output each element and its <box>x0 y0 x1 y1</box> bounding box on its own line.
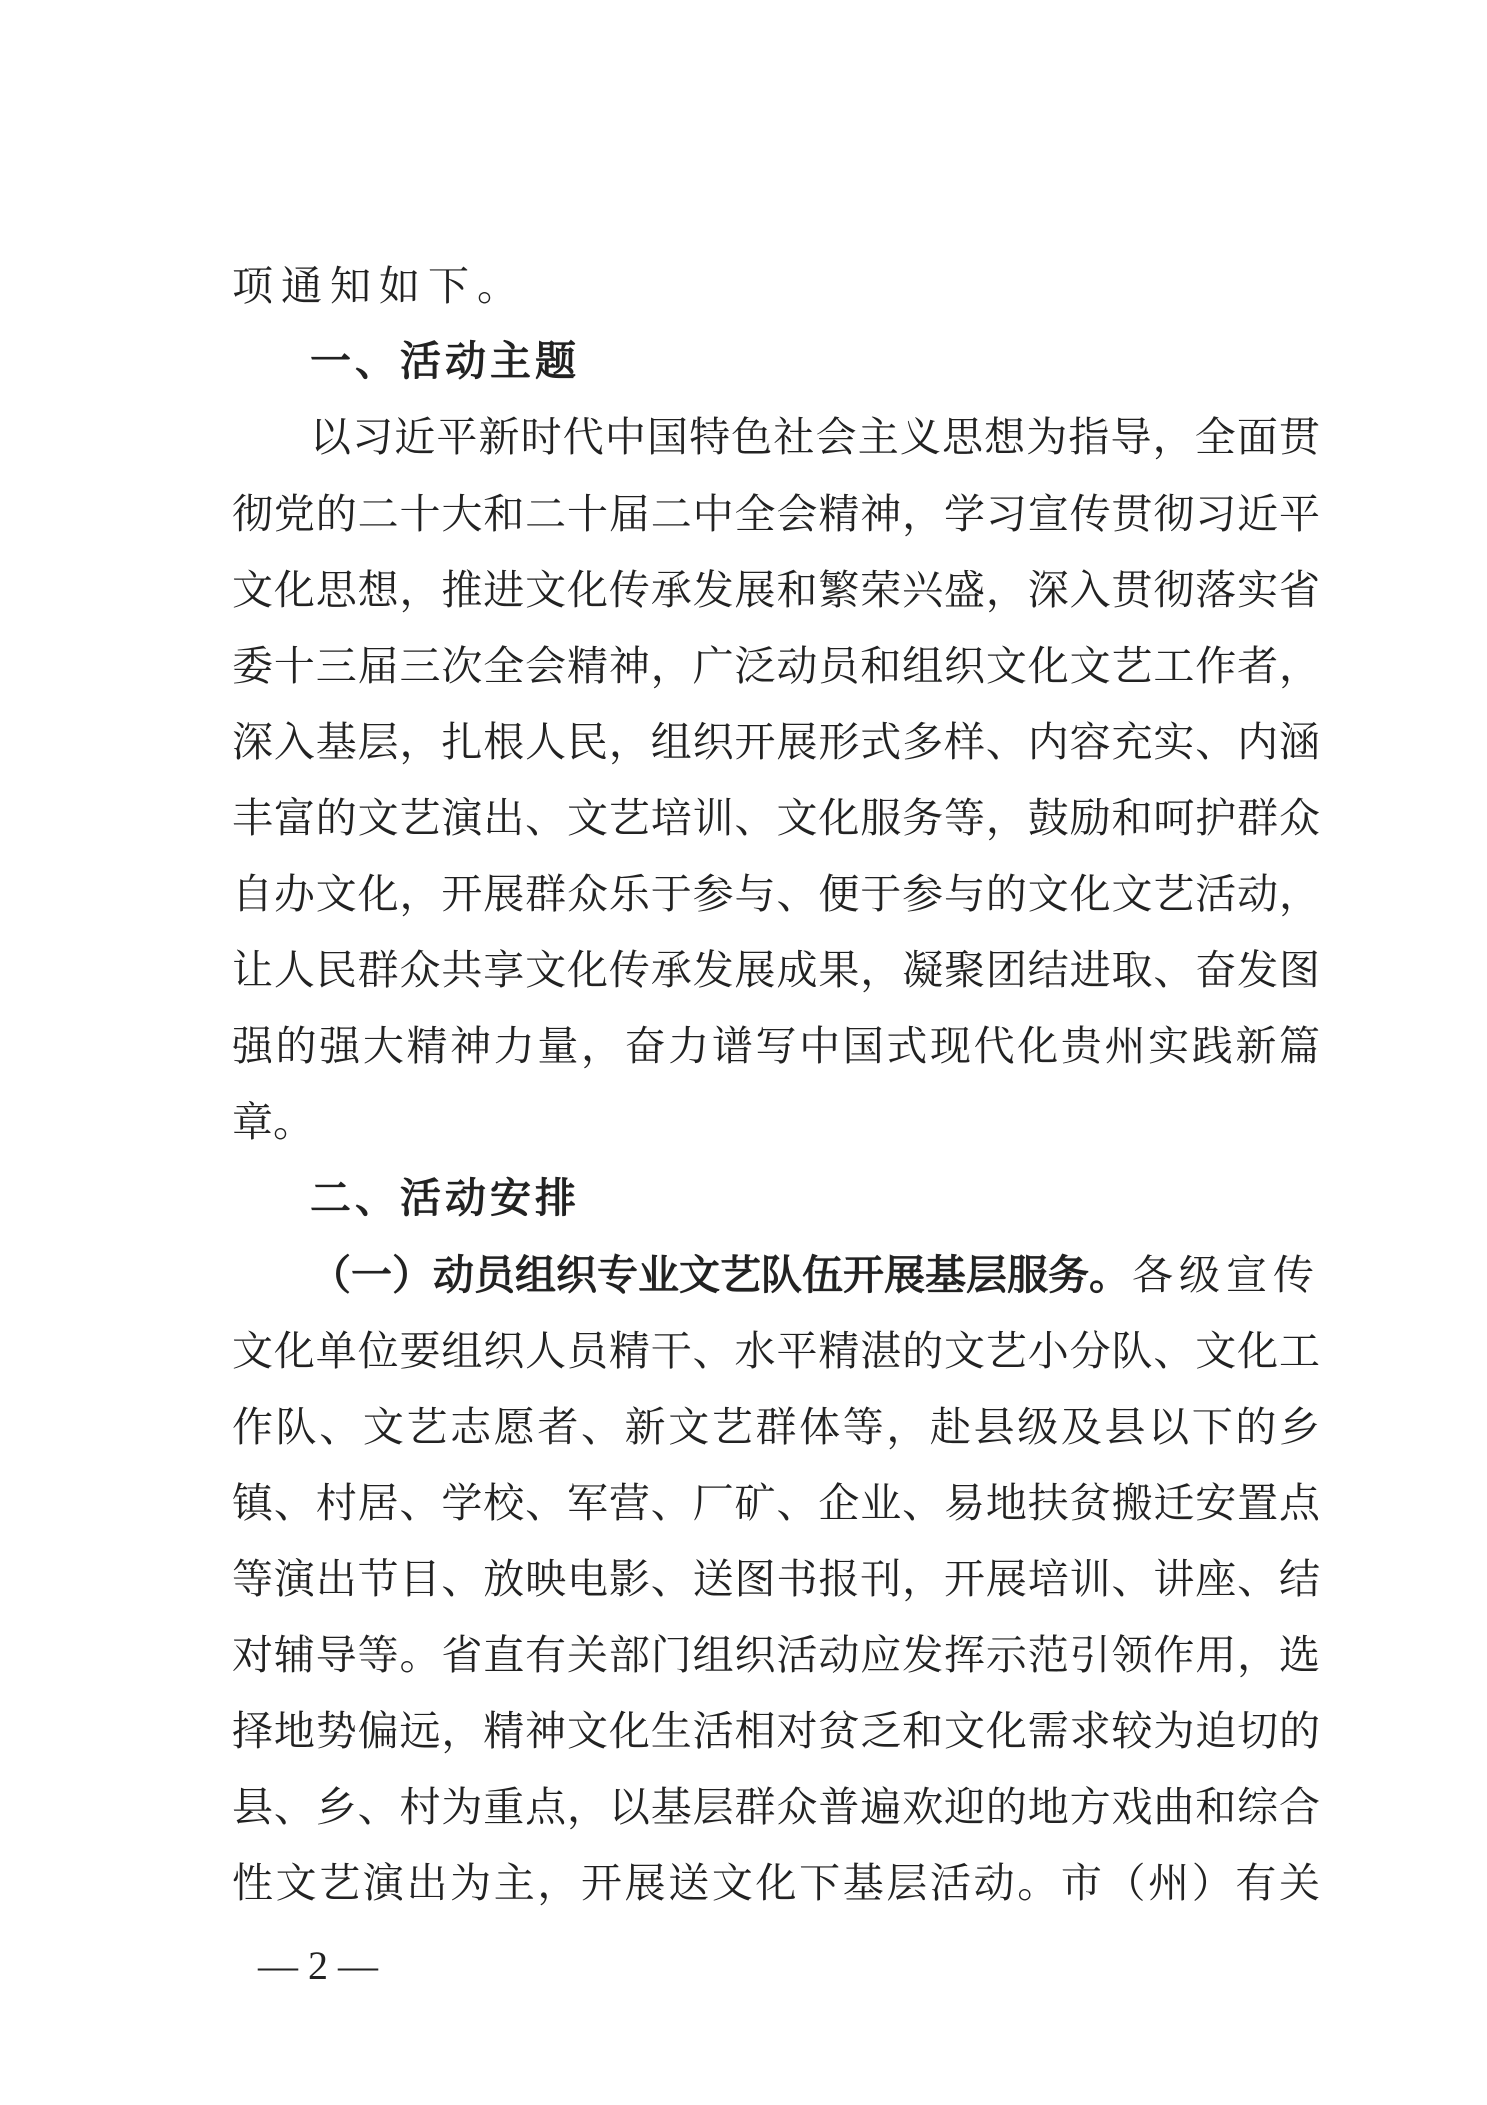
paragraph-line: 让人民群众共享文化传承发展成果，凝聚团结进取、奋发图 <box>232 946 1320 994</box>
paragraph-line: 文化单位要组织人员精干、水平精湛的文艺小分队、文化工 <box>232 1327 1320 1375</box>
paragraph-line: 彻党的二十大和二十届二中全会精神，学习宣传贯彻习近平 <box>232 490 1320 538</box>
paragraph-line: 等演出节目、放映电影、送图书报刊，开展培训、讲座、结 <box>232 1555 1320 1603</box>
paragraph-line: 文化思想，推进文化传承发展和繁荣兴盛，深入贯彻落实省 <box>232 566 1320 614</box>
paragraph-line: 镇、村居、学校、军营、厂矿、企业、易地扶贫搬迁安置点 <box>232 1479 1320 1527</box>
paragraph-line: 对辅导等。省直有关部门组织活动应发挥示范引领作用，选 <box>232 1631 1320 1679</box>
paragraph-line: 作队、文艺志愿者、新文艺群体等，赴县级及县以下的乡 <box>232 1403 1320 1451</box>
paragraph-line: 县、乡、村为重点，以基层群众普遍欢迎的地方戏曲和综合 <box>232 1783 1320 1831</box>
paragraph-line: 丰富的文艺演出、文艺培训、文化服务等，鼓励和呵护群众 <box>232 794 1320 842</box>
section-heading-2: 二、活动安排 <box>310 1174 580 1222</box>
paragraph-line: 委十三届三次全会精神，广泛动员和组织文化文艺工作者， <box>232 642 1320 690</box>
paragraph-line: 自办文化，开展群众乐于参与、便于参与的文化文艺活动， <box>232 870 1320 918</box>
page-number: — 2 — <box>258 1943 378 1988</box>
paragraph-line: 项通知如下。 <box>232 262 526 310</box>
paragraph-line: 深入基层，扎根人民，组织开展形式多样、内容充实、内涵 <box>232 718 1320 766</box>
paragraph-line: 择地势偏远，精神文化生活相对贫乏和文化需求较为迫切的 <box>232 1707 1320 1755</box>
section-heading-1: 一、活动主题 <box>310 337 580 385</box>
subsection-line <box>310 1237 1320 1313</box>
paragraph-line: 以习近平新时代中国特色社会主义思想为指导，全面贯 <box>310 413 1320 461</box>
subsection-label: （一）动员组织专业文艺队伍开展基层服务。 <box>310 1251 1130 1299</box>
paragraph-line: 章。 <box>232 1098 314 1146</box>
paragraph-line: 性文艺演出为主，开展送文化下基层活动。市（州）有关 <box>232 1859 1320 1907</box>
subsection-text: 各级宣传 <box>1132 1251 1320 1299</box>
paragraph-line: 强的强大精神力量，奋力谱写中国式现代化贵州实践新篇 <box>232 1022 1320 1070</box>
